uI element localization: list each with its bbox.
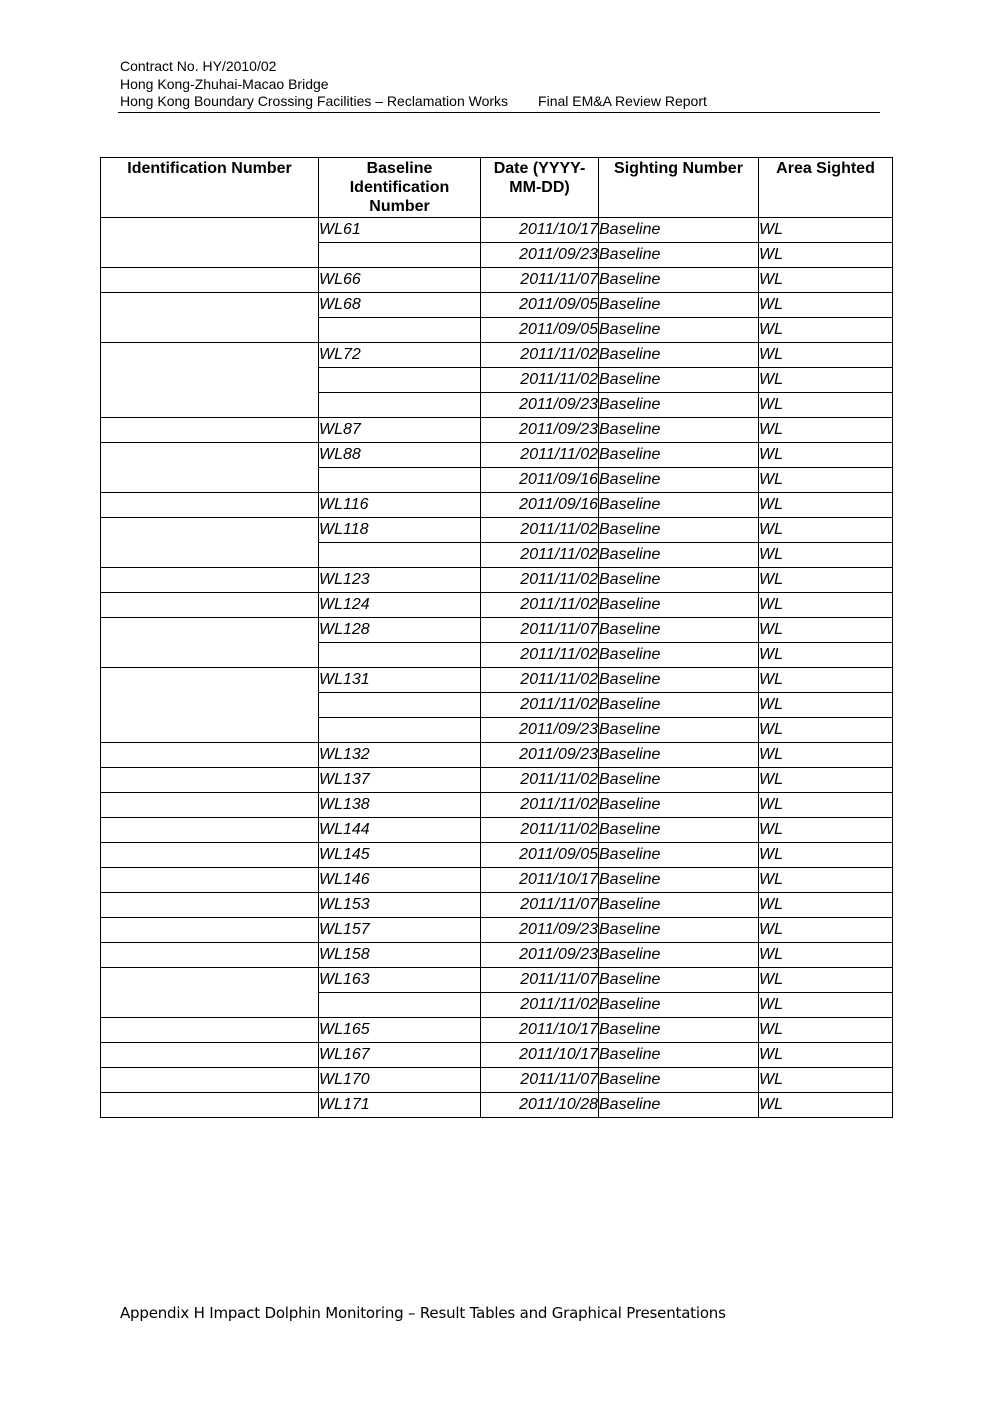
baseline-id-cell [319, 468, 481, 493]
baseline-id-cell: WL157 [319, 918, 481, 943]
table-row [101, 493, 893, 518]
date-cell: 2011/11/02 [481, 368, 599, 393]
date-cell: 2011/09/05 [481, 318, 599, 343]
col-area-sighted: Area Sighted [759, 158, 893, 218]
date-cell: 2011/09/23 [481, 743, 599, 768]
baseline-id-cell: WL146 [319, 868, 481, 893]
baseline-id-cell [319, 543, 481, 568]
sighting-number-cell: Baseline [599, 518, 759, 543]
sighting-number-cell: Baseline [599, 768, 759, 793]
col-date: Date (YYYY-MM-DD) [481, 158, 599, 218]
area-sighted-cell: WL [759, 518, 893, 543]
area-sighted-cell: WL [759, 218, 893, 243]
table-row [101, 768, 893, 793]
sighting-number-cell: Baseline [599, 843, 759, 868]
baseline-id-cell: WL66 [319, 268, 481, 293]
sighting-number-cell: Baseline [599, 1018, 759, 1043]
date-cell: 2011/09/23 [481, 418, 599, 443]
identification-number-cell [101, 518, 319, 568]
table-header [101, 158, 893, 218]
area-sighted-cell: WL [759, 543, 893, 568]
baseline-id-cell: WL131 [319, 668, 481, 693]
identification-number-cell [101, 1043, 319, 1068]
baseline-id-cell [319, 318, 481, 343]
date-cell: 2011/11/02 [481, 818, 599, 843]
date-cell: 2011/11/02 [481, 518, 599, 543]
identification-number-cell [101, 1068, 319, 1093]
sighting-number-cell: Baseline [599, 618, 759, 643]
sighting-number-cell: Baseline [599, 568, 759, 593]
baseline-id-cell [319, 993, 481, 1018]
area-sighted-cell: WL [759, 418, 893, 443]
table-row [101, 593, 893, 618]
table-row [101, 1043, 893, 1068]
area-sighted-cell: WL [759, 368, 893, 393]
date-cell: 2011/11/02 [481, 443, 599, 468]
baseline-id-cell: WL165 [319, 1018, 481, 1043]
date-cell: 2011/11/02 [481, 593, 599, 618]
sighting-number-cell: Baseline [599, 943, 759, 968]
sighting-number-cell: Baseline [599, 918, 759, 943]
baseline-id-cell: WL163 [319, 968, 481, 993]
sighting-number-cell: Baseline [599, 443, 759, 468]
baseline-id-cell: WL116 [319, 493, 481, 518]
area-sighted-cell: WL [759, 443, 893, 468]
area-sighted-cell: WL [759, 893, 893, 918]
area-sighted-cell: WL [759, 1043, 893, 1068]
area-sighted-cell: WL [759, 793, 893, 818]
area-sighted-cell: WL [759, 868, 893, 893]
sighting-number-cell: Baseline [599, 693, 759, 718]
sighting-number-cell: Baseline [599, 243, 759, 268]
baseline-id-cell: WL137 [319, 768, 481, 793]
sighting-number-cell: Baseline [599, 543, 759, 568]
baseline-id-cell: WL61 [319, 218, 481, 243]
date-cell: 2011/09/05 [481, 843, 599, 868]
date-cell: 2011/11/07 [481, 893, 599, 918]
sighting-number-cell: Baseline [599, 1093, 759, 1118]
sighting-number-cell: Baseline [599, 718, 759, 743]
identification-number-cell [101, 443, 319, 493]
area-sighted-cell: WL [759, 668, 893, 693]
identification-number-cell [101, 1018, 319, 1043]
area-sighted-cell: WL [759, 968, 893, 993]
date-cell: 2011/09/16 [481, 468, 599, 493]
area-sighted-cell: WL [759, 743, 893, 768]
date-cell: 2011/09/23 [481, 718, 599, 743]
contract-number: Contract No. HY/2010/02 [120, 58, 277, 74]
area-sighted-cell: WL [759, 843, 893, 868]
sighting-number-cell: Baseline [599, 418, 759, 443]
identification-number-cell [101, 493, 319, 518]
sighting-number-cell: Baseline [599, 868, 759, 893]
date-cell: 2011/11/07 [481, 618, 599, 643]
identification-number-cell [101, 868, 319, 893]
area-sighted-cell: WL [759, 943, 893, 968]
area-sighted-cell: WL [759, 468, 893, 493]
area-sighted-cell: WL [759, 268, 893, 293]
identification-number-cell [101, 743, 319, 768]
identification-number-cell [101, 918, 319, 943]
date-cell: 2011/11/02 [481, 768, 599, 793]
area-sighted-cell: WL [759, 1068, 893, 1093]
identification-number-cell [101, 218, 319, 268]
baseline-id-cell [319, 643, 481, 668]
date-cell: 2011/10/17 [481, 1043, 599, 1068]
table-row [101, 268, 893, 293]
identification-number-cell [101, 618, 319, 668]
area-sighted-cell: WL [759, 318, 893, 343]
identification-number-cell [101, 568, 319, 593]
area-sighted-cell: WL [759, 1093, 893, 1118]
table-row [101, 1068, 893, 1093]
baseline-id-cell: WL138 [319, 793, 481, 818]
date-cell: 2011/10/17 [481, 218, 599, 243]
table-row [101, 618, 893, 643]
date-cell: 2011/09/23 [481, 918, 599, 943]
sighting-number-cell: Baseline [599, 893, 759, 918]
table-row [101, 568, 893, 593]
identification-number-cell [101, 768, 319, 793]
area-sighted-cell: WL [759, 343, 893, 368]
table-row [101, 418, 893, 443]
date-cell: 2011/11/02 [481, 543, 599, 568]
baseline-id-cell: WL72 [319, 343, 481, 368]
project-name: Hong Kong-Zhuhai-Macao Bridge [120, 75, 329, 92]
area-sighted-cell: WL [759, 818, 893, 843]
table-row [101, 668, 893, 693]
baseline-id-cell: WL153 [319, 893, 481, 918]
area-sighted-cell: WL [759, 993, 893, 1018]
table-row [101, 868, 893, 893]
page-header [120, 58, 880, 111]
table-row [101, 293, 893, 318]
date-cell: 2011/09/23 [481, 943, 599, 968]
sighting-number-cell: Baseline [599, 1068, 759, 1093]
area-sighted-cell: WL [759, 1018, 893, 1043]
area-sighted-cell: WL [759, 918, 893, 943]
baseline-id-cell: WL124 [319, 593, 481, 618]
area-sighted-cell: WL [759, 393, 893, 418]
identification-number-cell [101, 293, 319, 343]
baseline-id-cell [319, 243, 481, 268]
identification-number-cell [101, 793, 319, 818]
table-row [101, 793, 893, 818]
baseline-id-cell: WL88 [319, 443, 481, 468]
identification-number-cell [101, 843, 319, 868]
area-sighted-cell: WL [759, 693, 893, 718]
sighting-number-cell: Baseline [599, 668, 759, 693]
identification-number-cell [101, 268, 319, 293]
baseline-id-cell: WL144 [319, 818, 481, 843]
sighting-number-cell: Baseline [599, 393, 759, 418]
table-row [101, 443, 893, 468]
date-cell: 2011/11/07 [481, 268, 599, 293]
sighting-number-cell: Baseline [599, 318, 759, 343]
baseline-id-cell: WL171 [319, 1093, 481, 1118]
date-cell: 2011/09/23 [481, 243, 599, 268]
facility-name: Hong Kong Boundary Crossing Facilities – Reclamation Works [120, 93, 509, 109]
sighting-number-cell: Baseline [599, 593, 759, 618]
identification-number-cell [101, 968, 319, 1018]
table-row [101, 943, 893, 968]
date-cell: 2011/11/07 [481, 968, 599, 993]
table-row [101, 343, 893, 368]
baseline-id-cell [319, 393, 481, 418]
table-row [101, 818, 893, 843]
table-row [101, 968, 893, 993]
baseline-id-cell: WL158 [319, 943, 481, 968]
table-row [101, 743, 893, 768]
date-cell: 2011/10/28 [481, 1093, 599, 1118]
date-cell: 2011/11/02 [481, 993, 599, 1018]
area-sighted-cell: WL [759, 293, 893, 318]
sightings-table [100, 157, 893, 1118]
sighting-number-cell: Baseline [599, 368, 759, 393]
date-cell: 2011/10/17 [481, 868, 599, 893]
baseline-id-cell: WL170 [319, 1068, 481, 1093]
sighting-number-cell: Baseline [599, 268, 759, 293]
baseline-id-cell [319, 718, 481, 743]
table-row [101, 893, 893, 918]
date-cell: 2011/09/05 [481, 293, 599, 318]
area-sighted-cell: WL [759, 593, 893, 618]
sighting-number-cell: Baseline [599, 743, 759, 768]
area-sighted-cell: WL [759, 718, 893, 743]
area-sighted-cell: WL [759, 768, 893, 793]
area-sighted-cell: WL [759, 643, 893, 668]
col-identification-number: Identification Number [101, 158, 319, 218]
date-cell: 2011/09/23 [481, 393, 599, 418]
sighting-number-cell: Baseline [599, 793, 759, 818]
table-row [101, 1018, 893, 1043]
date-cell: 2011/10/17 [481, 1018, 599, 1043]
identification-number-cell [101, 943, 319, 968]
table-row [101, 518, 893, 543]
sighting-number-cell: Baseline [599, 1043, 759, 1068]
sighting-number-cell: Baseline [599, 818, 759, 843]
sighting-number-cell: Baseline [599, 643, 759, 668]
col-baseline-identification-number: Baseline Identification Number [319, 158, 481, 218]
baseline-id-cell [319, 693, 481, 718]
date-cell: 2011/11/02 [481, 793, 599, 818]
header-row [101, 158, 893, 218]
sighting-number-cell: Baseline [599, 968, 759, 993]
date-cell: 2011/11/02 [481, 343, 599, 368]
baseline-id-cell [319, 368, 481, 393]
baseline-id-cell: WL167 [319, 1043, 481, 1068]
area-sighted-cell: WL [759, 618, 893, 643]
date-cell: 2011/09/16 [481, 493, 599, 518]
page-footer: Appendix H Impact Dolphin Monitoring – Result Tables and Graphical Presentations [120, 1304, 726, 1322]
table-body [101, 218, 893, 1118]
baseline-id-cell: WL128 [319, 618, 481, 643]
baseline-id-cell: WL123 [319, 568, 481, 593]
identification-number-cell [101, 893, 319, 918]
header-divider [118, 112, 880, 113]
date-cell: 2011/11/02 [481, 643, 599, 668]
table-row [101, 218, 893, 243]
sighting-number-cell: Baseline [599, 493, 759, 518]
area-sighted-cell: WL [759, 243, 893, 268]
sighting-number-cell: Baseline [599, 343, 759, 368]
identification-number-cell [101, 818, 319, 843]
baseline-id-cell: WL118 [319, 518, 481, 543]
sighting-number-cell: Baseline [599, 293, 759, 318]
baseline-id-cell: WL68 [319, 293, 481, 318]
identification-number-cell [101, 593, 319, 618]
report-title: Final EM&A Review Report [538, 93, 707, 109]
col-sighting-number: Sighting Number [599, 158, 759, 218]
baseline-id-cell: WL132 [319, 743, 481, 768]
date-cell: 2011/11/02 [481, 668, 599, 693]
identification-number-cell [101, 418, 319, 443]
date-cell: 2011/11/02 [481, 568, 599, 593]
baseline-id-cell: WL87 [319, 418, 481, 443]
identification-number-cell [101, 668, 319, 743]
identification-number-cell [101, 1093, 319, 1118]
identification-number-cell [101, 343, 319, 418]
sighting-number-cell: Baseline [599, 468, 759, 493]
baseline-id-cell: WL145 [319, 843, 481, 868]
table-row [101, 843, 893, 868]
table-row [101, 1093, 893, 1118]
date-cell: 2011/11/07 [481, 1068, 599, 1093]
area-sighted-cell: WL [759, 568, 893, 593]
header-line [120, 93, 880, 111]
area-sighted-cell: WL [759, 493, 893, 518]
sighting-number-cell: Baseline [599, 218, 759, 243]
table-row [101, 918, 893, 943]
date-cell: 2011/11/02 [481, 693, 599, 718]
sighting-number-cell: Baseline [599, 993, 759, 1018]
